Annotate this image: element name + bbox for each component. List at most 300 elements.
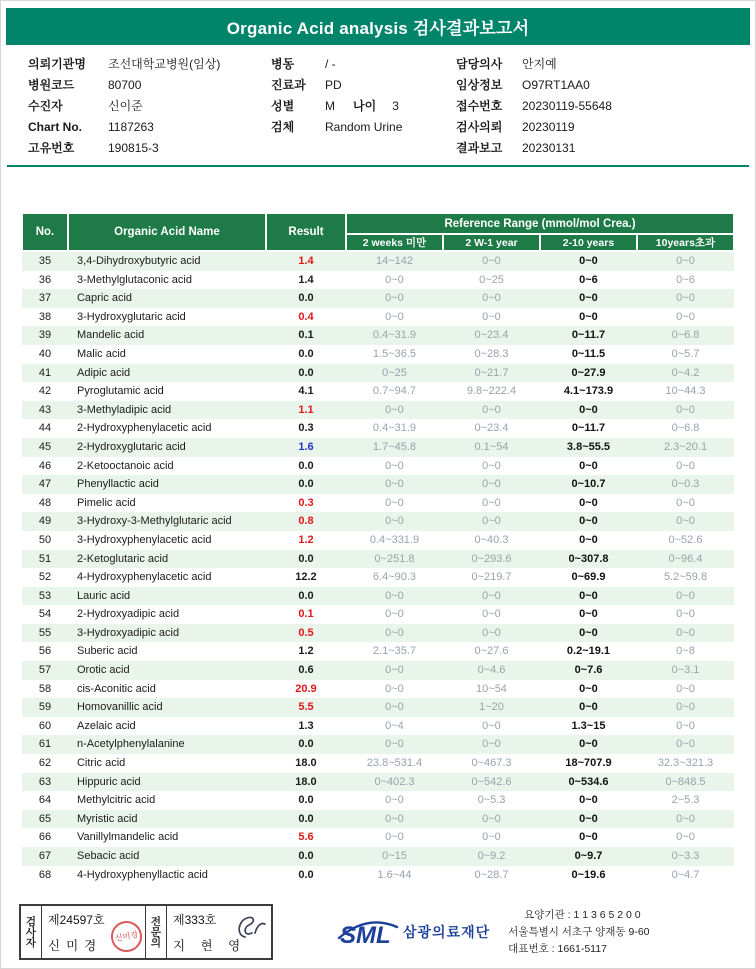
cell-no: 66 xyxy=(38,831,52,844)
cell-result: 4.1 xyxy=(298,385,314,398)
cell-range: 0.4~331.9 xyxy=(369,533,420,546)
cell-range: 0~848.5 xyxy=(665,775,706,788)
info-row xyxy=(28,75,271,96)
cell-range: 2.3~20.1 xyxy=(663,440,708,453)
cell-range: 0~0 xyxy=(676,292,695,305)
cell-range: 0~0 xyxy=(482,310,501,323)
cell-range: 0~0 xyxy=(579,255,598,267)
info-row xyxy=(28,138,271,159)
cell-range: 0~0 xyxy=(482,292,501,305)
cell-range: 0~0 xyxy=(676,310,695,323)
cell-acid-name: 3,4-Dihydroxybutyric acid xyxy=(76,255,201,267)
cell-acid-name: Vanillylmandelic acid xyxy=(76,831,179,844)
cell-acid-name: Pimelic acid xyxy=(76,496,136,509)
table-row xyxy=(22,271,734,290)
cell-range: 0~0 xyxy=(385,626,404,639)
info-label: 고유번호 xyxy=(28,141,75,155)
cell-acid-name: 4-Hydroxyphenyllactic acid xyxy=(76,868,208,881)
table-row xyxy=(22,364,734,383)
info-row xyxy=(271,117,456,138)
cell-range: 0~0 xyxy=(482,255,501,267)
cell-no: 38 xyxy=(38,310,52,323)
cell-range: 3.8~55.5 xyxy=(566,440,611,453)
cell-acid-name: Azelaic acid xyxy=(76,719,136,732)
col-header-no: No. xyxy=(22,213,68,251)
cell-range: 0~0 xyxy=(482,403,501,416)
cell-range: 0~0 xyxy=(482,812,501,825)
cell-range: 0~0 xyxy=(385,515,404,528)
table-row xyxy=(22,847,734,866)
examiner-cert-number: 제24597호 xyxy=(48,913,105,928)
cell-result: 0.3 xyxy=(298,422,314,435)
cell-range: 0.4~31.9 xyxy=(372,329,417,342)
cell-result: 0.0 xyxy=(298,812,314,825)
cell-no: 50 xyxy=(38,533,52,546)
cell-range: 4.1~173.9 xyxy=(563,385,614,398)
cell-range: 0~0 xyxy=(482,459,501,472)
cell-range: 0~219.7 xyxy=(471,571,512,584)
table-row xyxy=(22,754,734,773)
cell-no: 64 xyxy=(38,794,52,807)
cell-result: 0.0 xyxy=(298,738,314,751)
table-row xyxy=(22,642,734,661)
cell-range: 0~0 xyxy=(676,719,695,732)
cell-result: 1.1 xyxy=(298,403,314,416)
info-row xyxy=(271,96,456,117)
info-value: O97RT1AA0 xyxy=(522,78,590,92)
lab-phone: 대표번호 : 1661-5117 xyxy=(508,942,607,955)
cell-acid-name: 2-Hydroxyphenylacetic acid xyxy=(76,422,212,435)
cell-range: 0~0 xyxy=(385,459,404,472)
cell-no: 53 xyxy=(38,589,52,602)
cell-range: 0~5.3 xyxy=(477,794,506,807)
table-row xyxy=(22,568,734,587)
info-row xyxy=(28,54,271,75)
cell-acid-name: 3-Hydroxyphenylacetic acid xyxy=(76,533,212,546)
cell-result: 0.6 xyxy=(298,664,314,677)
cell-acid-name: Capric acid xyxy=(76,292,133,305)
info-label: 검사의뢰 xyxy=(456,120,503,134)
cell-range: 0~542.6 xyxy=(471,775,512,788)
cell-range: 0~0 xyxy=(385,403,404,416)
results-table-header xyxy=(22,213,734,251)
table-row xyxy=(22,475,734,494)
info-column-middle xyxy=(271,54,456,159)
patient-info-section xyxy=(1,45,755,159)
table-row xyxy=(22,457,734,476)
cell-range: 32.3~321.3 xyxy=(657,757,714,770)
cell-acid-name: 3-Hydroxy-3-Methylglutaric acid xyxy=(76,515,232,528)
cell-no: 45 xyxy=(38,440,52,453)
cell-range: 0~467.3 xyxy=(471,757,512,770)
cell-range: 10~44.3 xyxy=(665,385,706,398)
info-column-left xyxy=(28,54,271,159)
specialist-name: 지 현 영 xyxy=(173,939,247,954)
cell-result: 18.0 xyxy=(295,775,317,788)
info-value: Random Urine xyxy=(325,120,403,134)
info-label: 의뢰기관명 xyxy=(28,57,86,71)
cell-result: 1.2 xyxy=(298,533,314,546)
cell-range: 0~251.8 xyxy=(374,552,415,565)
info-value: 안지예 xyxy=(522,57,557,71)
cell-range: 0.1~54 xyxy=(474,440,509,453)
cell-result: 1.3 xyxy=(298,719,314,732)
cell-range: 0~28.7 xyxy=(474,868,509,881)
cell-range: 0~0 xyxy=(482,589,501,602)
info-row xyxy=(456,54,736,75)
info-label: Chart No. xyxy=(28,120,82,134)
cell-result: 1.4 xyxy=(298,273,314,286)
cell-range: 0~0 xyxy=(579,496,598,509)
info-row xyxy=(271,75,456,96)
cell-range: 0~0 xyxy=(385,310,404,323)
table-row xyxy=(22,866,734,885)
info-value: 80700 xyxy=(108,78,142,92)
cell-range: 0~15 xyxy=(382,850,407,862)
cell-result: 0.1 xyxy=(298,608,314,621)
col-header-age-2-10years: 2-10 years xyxy=(540,234,637,251)
cell-result: 0.0 xyxy=(298,292,314,305)
cell-acid-name: 2-Hydroxyglutaric acid xyxy=(76,440,186,453)
cell-acid-name: Citric acid xyxy=(76,757,126,770)
table-row xyxy=(22,326,734,345)
cell-result: 18.0 xyxy=(295,757,317,770)
cell-result: 0.3 xyxy=(298,496,314,509)
cell-no: 41 xyxy=(38,366,52,379)
table-row xyxy=(22,773,734,792)
cell-range: 0~69.9 xyxy=(571,571,606,584)
cell-range: 0~23.4 xyxy=(474,422,509,435)
table-row xyxy=(22,791,734,810)
cell-range: 0~10.7 xyxy=(571,478,606,491)
cell-no: 35 xyxy=(38,255,52,267)
cell-range: 0.4~31.9 xyxy=(372,422,417,435)
cell-result: 1.6 xyxy=(298,440,314,453)
cell-no: 57 xyxy=(38,664,52,677)
cell-range: 0~0 xyxy=(482,496,501,509)
cell-result: 0.0 xyxy=(298,850,314,862)
cell-acid-name: 3-Methylglutaconic acid xyxy=(76,273,192,286)
specialist-cert-number: 제333호 xyxy=(173,913,217,928)
cell-range: 0~0 xyxy=(676,608,695,621)
cell-range: 6.4~90.3 xyxy=(372,571,417,584)
table-row xyxy=(22,735,734,754)
cell-range: 0~9.7 xyxy=(574,850,603,862)
cell-range: 0~0.3 xyxy=(671,478,700,491)
cell-range: 0~293.6 xyxy=(471,552,512,565)
info-value: 20230131 xyxy=(522,141,576,155)
cell-range: 0~3.1 xyxy=(671,664,700,677)
cell-no: 65 xyxy=(38,812,52,825)
cell-acid-name: 2-Ketoglutaric acid xyxy=(76,552,169,565)
info-row xyxy=(28,96,271,117)
cell-acid-name: 3-Hydroxyglutaric acid xyxy=(76,310,186,323)
info-label: 결과보고 xyxy=(456,141,503,155)
table-row xyxy=(22,382,734,401)
cell-no: 47 xyxy=(38,478,52,491)
signature-mark xyxy=(231,913,269,945)
cell-range: 0~0 xyxy=(385,682,404,695)
lab-block xyxy=(335,907,650,957)
table-row xyxy=(22,512,734,531)
cell-no: 68 xyxy=(38,868,52,881)
table-row xyxy=(22,345,734,364)
cell-range: 0~0 xyxy=(676,812,695,825)
table-row xyxy=(22,828,734,847)
cell-range: 0.7~94.7 xyxy=(372,385,417,398)
lab-contact xyxy=(508,907,649,957)
cell-range: 0~9.2 xyxy=(477,850,506,862)
cell-no: 62 xyxy=(38,757,52,770)
cell-range: 10~54 xyxy=(476,682,507,695)
cell-no: 48 xyxy=(38,496,52,509)
info-label: 검체 xyxy=(271,120,295,134)
cell-acid-name: Lauric acid xyxy=(76,589,131,602)
cell-acid-name: n-Acetylphenylalanine xyxy=(76,738,185,751)
table-row xyxy=(22,251,734,271)
table-row xyxy=(22,624,734,643)
cell-range: 0~0 xyxy=(385,478,404,491)
cell-no: 63 xyxy=(38,775,52,788)
info-label: 접수번호 xyxy=(456,99,503,113)
info-value: M xyxy=(325,99,335,113)
cell-range: 1.3~15 xyxy=(571,719,606,732)
lab-name: 삼광의료재단 xyxy=(403,924,491,941)
info-label: 나이 xyxy=(353,99,377,113)
results-table xyxy=(21,212,735,884)
cell-range: 0~4.6 xyxy=(477,664,506,677)
cell-no: 55 xyxy=(38,626,52,639)
cell-range: 0~19.6 xyxy=(571,868,606,881)
cell-range: 0~0 xyxy=(676,701,695,714)
cell-range: 0~7.6 xyxy=(574,664,603,677)
col-header-result: Result xyxy=(266,213,346,251)
cell-range: 0~5.7 xyxy=(671,347,700,360)
cell-range: 0~0 xyxy=(579,459,598,472)
info-label: 담당의사 xyxy=(456,57,503,71)
cell-acid-name: 3-Hydroxyadipic acid xyxy=(76,626,180,639)
cell-range: 0~4.2 xyxy=(671,366,700,379)
cell-range: 0~27.9 xyxy=(571,366,606,379)
cell-range: 0~0 xyxy=(579,608,598,621)
cell-result: 12.2 xyxy=(295,571,317,584)
cell-range: 0~0 xyxy=(579,589,598,602)
cell-acid-name: Phenyllactic acid xyxy=(76,478,159,491)
cell-range: 0~27.6 xyxy=(474,645,509,658)
cell-acid-name: Suberic acid xyxy=(76,645,138,658)
info-row xyxy=(28,117,271,138)
cell-result: 1.2 xyxy=(298,645,314,658)
cell-range: 0~0 xyxy=(579,794,598,807)
cell-range: 0~0 xyxy=(579,533,598,546)
col-header-age-2w-1year: 2 W-1 year xyxy=(443,234,540,251)
cell-result: 0.0 xyxy=(298,589,314,602)
info-row xyxy=(456,96,736,117)
care-org-number: 요양기관 : 1 1 3 6 5 2 0 0 xyxy=(524,908,641,921)
cell-range: 0~6 xyxy=(676,273,695,286)
cell-range: 0~0 xyxy=(676,682,695,695)
info-label: 병원코드 xyxy=(28,78,75,92)
info-value: 20230119-55648 xyxy=(522,99,612,113)
cell-range: 0~0 xyxy=(385,812,404,825)
footer xyxy=(19,904,755,960)
cell-range: 0~3.3 xyxy=(671,850,700,862)
sml-logo-text: SML xyxy=(340,922,391,950)
cell-result: 0.1 xyxy=(298,329,314,342)
col-header-acid-name: Organic Acid Name xyxy=(68,213,266,251)
info-row xyxy=(456,75,736,96)
cell-range: 0~0 xyxy=(676,626,695,639)
cell-range: 14~142 xyxy=(375,255,413,267)
cell-result: 1.4 xyxy=(298,255,314,267)
report-title-banner xyxy=(6,8,750,45)
cell-range: 0~0 xyxy=(482,831,501,844)
cell-range: 0~0 xyxy=(579,626,598,639)
info-row xyxy=(456,117,736,138)
cell-acid-name: 2-Hydroxyadipic acid xyxy=(76,608,180,621)
cell-acid-name: Sebacic acid xyxy=(76,850,140,862)
cell-no: 59 xyxy=(38,701,52,714)
cell-no: 60 xyxy=(38,719,52,732)
sml-logo-mark xyxy=(335,914,401,950)
cell-range: 1.5~36.5 xyxy=(372,347,417,360)
table-row xyxy=(22,661,734,680)
cell-result: 0.0 xyxy=(298,366,314,379)
cell-range: 0~0 xyxy=(676,403,695,416)
info-row xyxy=(271,54,456,75)
lab-address: 서울특별시 서초구 양재동 9-60 xyxy=(508,925,650,938)
cell-range: 1~20 xyxy=(479,701,504,714)
examiner-name: 신미경 xyxy=(48,939,103,954)
cell-result: 0.0 xyxy=(298,868,314,881)
table-row xyxy=(22,289,734,308)
cell-range: 2~5.3 xyxy=(671,794,700,807)
examiner-cell xyxy=(42,906,146,958)
cell-acid-name: 3-Methyladipic acid xyxy=(76,403,172,416)
cell-range: 0~28.3 xyxy=(474,347,509,360)
cell-acid-name: Methylcitric acid xyxy=(76,794,156,807)
results-tbody xyxy=(22,251,734,884)
cell-acid-name: Malic acid xyxy=(76,347,126,360)
cell-range: 0~11.7 xyxy=(571,422,606,435)
cell-range: 0~0 xyxy=(385,701,404,714)
cell-no: 51 xyxy=(38,552,52,565)
cell-range: 0~21.7 xyxy=(474,366,509,379)
cell-range: 0~0 xyxy=(482,719,501,732)
cell-range: 0~40.3 xyxy=(474,533,509,546)
cell-result: 0.4 xyxy=(298,310,314,323)
cell-range: 0~4.7 xyxy=(671,868,700,881)
info-column-right xyxy=(456,54,736,159)
cell-range: 0~0 xyxy=(676,255,695,267)
cell-no: 49 xyxy=(38,515,52,528)
cell-range: 0~96.4 xyxy=(668,552,703,565)
cell-range: 0~23.4 xyxy=(474,329,509,342)
cell-acid-name: Homovanillic acid xyxy=(76,701,163,714)
cell-acid-name: 4-Hydroxyphenylacetic acid xyxy=(76,571,212,584)
cell-no: 67 xyxy=(38,850,52,862)
cell-range: 0.2~19.1 xyxy=(566,645,611,658)
cell-result: 0.0 xyxy=(298,794,314,807)
cell-result: 0.8 xyxy=(298,515,314,528)
cell-range: 0~0 xyxy=(482,478,501,491)
cell-range: 0~534.6 xyxy=(568,775,609,788)
table-row xyxy=(22,698,734,717)
cell-range: 5.2~59.8 xyxy=(663,571,708,584)
info-label: 진료과 xyxy=(271,78,306,92)
sml-logo xyxy=(335,914,490,950)
cell-range: 2.1~35.7 xyxy=(372,645,417,658)
cell-range: 0~6.8 xyxy=(671,422,700,435)
cell-range: 0~0 xyxy=(579,310,598,323)
cell-range: 0~8 xyxy=(676,645,695,658)
table-row xyxy=(22,494,734,513)
cell-range: 0~0 xyxy=(385,608,404,621)
info-value: 190815-3 xyxy=(108,141,159,155)
certifier-box xyxy=(19,904,273,960)
cell-no: 42 xyxy=(38,385,52,398)
cell-range: 0~0 xyxy=(579,515,598,528)
cell-result: 0.0 xyxy=(298,347,314,360)
cell-range: 0~0 xyxy=(579,701,598,714)
cell-range: 23.8~531.4 xyxy=(366,757,423,770)
cell-range: 0~0 xyxy=(676,496,695,509)
cell-range: 0~0 xyxy=(579,403,598,416)
table-row xyxy=(22,419,734,438)
cell-range: 0~11.5 xyxy=(571,347,606,360)
cell-range: 0~52.6 xyxy=(668,533,703,546)
table-row xyxy=(22,401,734,420)
cell-range: 0~0 xyxy=(482,738,501,751)
cell-range: 0~0 xyxy=(676,831,695,844)
cell-range: 0~402.3 xyxy=(374,775,415,788)
cell-range: 0~25 xyxy=(382,366,407,379)
info-value: / - xyxy=(325,57,336,71)
col-header-age-over-10years: 10years초과 xyxy=(637,234,734,251)
cell-range: 0~11.7 xyxy=(571,329,606,342)
table-row xyxy=(22,531,734,550)
stamp-text: 신미경 xyxy=(114,930,139,944)
info-value: 조선대학교병원(임상) xyxy=(108,57,221,71)
cell-range: 0~307.8 xyxy=(568,552,609,565)
cell-range: 0~0 xyxy=(676,459,695,472)
cell-range: 9.8~222.4 xyxy=(466,385,517,398)
cell-acid-name: Pyroglutamic acid xyxy=(76,385,164,398)
cell-no: 58 xyxy=(38,682,52,695)
cell-acid-name: cis-Aconitic acid xyxy=(76,682,156,695)
cell-range: 0~0 xyxy=(579,812,598,825)
cell-no: 39 xyxy=(38,329,52,342)
info-value: PD xyxy=(325,78,342,92)
info-label: 수진자 xyxy=(28,99,63,113)
section-divider xyxy=(7,165,749,167)
table-row xyxy=(22,587,734,606)
cell-acid-name: Mandelic acid xyxy=(76,329,145,342)
table-row xyxy=(22,717,734,736)
table-row xyxy=(22,550,734,569)
info-label: 성별 xyxy=(271,99,295,113)
cell-range: 0~0 xyxy=(385,273,404,286)
cell-no: 52 xyxy=(38,571,52,584)
cell-range: 0~0 xyxy=(482,626,501,639)
cell-no: 61 xyxy=(38,738,52,751)
table-row xyxy=(22,308,734,327)
cell-range: 18~707.9 xyxy=(565,757,612,770)
cell-range: 1.7~45.8 xyxy=(372,440,417,453)
cell-acid-name: 2-Ketooctanoic acid xyxy=(76,459,174,472)
specialist-cell xyxy=(167,906,271,958)
cell-range: 0~0 xyxy=(385,831,404,844)
